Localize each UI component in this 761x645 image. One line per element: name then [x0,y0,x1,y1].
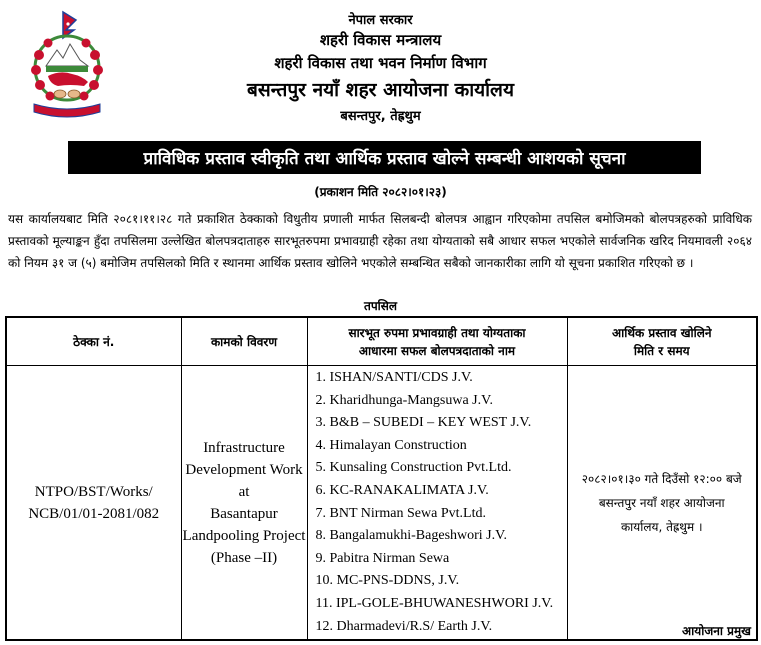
header-work-description: कामको विवरण [181,317,307,366]
work-description-cell [181,366,307,641]
table-row [6,366,757,641]
contract-number-cell [6,366,181,641]
signature-title: आयोजना प्रमुख [681,624,751,638]
header-contract-no: ठेक्का नं. [6,317,181,366]
notice-paragraph: यस कार्यालयबाट मिति २०८१।११।२८ गते प्रकाशित ठेक्काको विधुतीय प्रणाली मार्फत सिलबन्दी बोलपत्र आह्वान गरिएकोमा तपसिल बमोजिमको बोलपत्रहरुको प्राविधिक प्रस्तावको मूल्याङ्कन हुँदा तपसिलमा उल्लेखित बोलपत्रदाताहरु सारभूतरुपमा प्रभावग्राही रहेका तथा योग्यताको सबै आधार सफल भएकोले सार्वजनिक खरिद नियमावली २०६४ को नियम ३१ ज (५) बमोजिम तपसिलको मिति र स्थानमा आर्थिक प्रस्ताव खोलिने भएकोले सम्बन्धित सबैको जानकारीका लागि यो सूचना प्रकाशित गरिएको छ । [8,212,752,270]
ministry-name: शहरी विकास मन्त्रालय [319,31,442,49]
work-line4: Landpooling Project [182,527,306,544]
header-bidders-line1: सारभूत रुपमा प्रभावग्राही तथा योग्यताका [348,325,526,340]
contract-number-line1: NTPO/BST/Works/ [34,483,153,500]
header-opening-date [567,317,757,366]
bid-schedule-table [5,316,758,641]
publication-date: (प्रकाशन मिति २०८२।०१।२३) [314,185,447,199]
schedule-label: तपसिल [363,299,397,313]
work-line3: Basantapur [210,505,278,522]
work-line2: Development Work at [185,461,303,500]
list-item: 7. BNT Nirman Sewa Pvt.Ltd. [315,505,486,521]
list-item: 4. Himalayan Construction [315,437,467,453]
header-bidders-line2: आधारमा सफल बोलपत्रदाताको नाम [358,343,516,358]
list-item: 12. Dharmadevi/R.S/ Earth J.V. [315,618,493,634]
work-line5: (Phase –II) [210,549,278,566]
list-item: 5. Kunsaling Construction Pvt.Ltd. [315,460,512,476]
list-item: 10. MC-PNS-DDNS, J.V. [315,573,460,589]
bidders-list [316,367,566,638]
department-name: शहरी विकास तथा भवन निर्माण विभाग [274,54,487,72]
table-header-row [6,317,757,366]
list-item: 1. ISHAN/SANTI/CDS J.V. [315,370,473,385]
opening-date-text: २०८२।०१।३० गते दिउँसो १२:०० बजे बसन्तपुर नयाँ शहर आयोजना कार्यालय, तेह्रथुम । [581,471,742,534]
bidders-cell [307,366,567,641]
notice-title: प्राविधिक प्रस्ताव स्वीकृति तथा आर्थिक प्रस्ताव खोल्ने सम्बन्धी आशयको सूचना [143,149,626,169]
header-successful-bidders [307,317,567,366]
list-item: 2. Kharidhunga-Mangsuwa J.V. [315,392,493,408]
list-item: 8. Bangalamukhi-Bageshwori J.V. [315,528,507,544]
office-location: बसन्तपुर, तेह्रथुम [340,109,421,124]
work-line1: Infrastructure [203,439,285,456]
notice-title-banner [68,141,701,174]
list-item: 11. IPL-GOLE-BHUWANESHWORI J.V. [315,595,554,611]
government-name: नेपाल सरकार [348,13,413,28]
opening-date-cell [567,366,757,641]
list-item: 6. KC-RANAKALIMATA J.V. [315,482,489,498]
contract-number-line2: NCB/01/01-2081/082 [28,505,160,522]
list-item: 9. Pabitra Nirman Sewa [315,550,450,566]
header-opening-line2: मिति र समय [633,343,690,358]
header-opening-line1: आर्थिक प्रस्ताव खोलिने [611,325,712,340]
office-name: बसन्तपुर नयाँ शहर आयोजना कार्यालय [247,79,514,101]
list-item: 3. B&B – SUBEDI – KEY WEST J.V. [315,415,532,431]
